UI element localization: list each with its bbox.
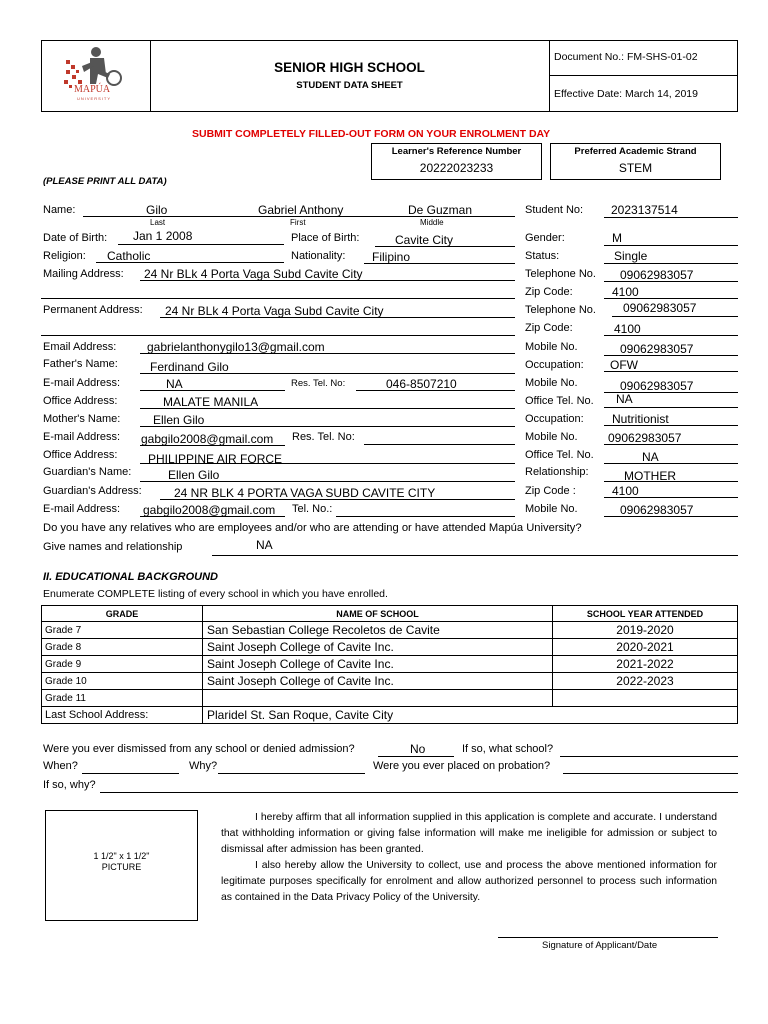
print-note: (PLEASE PRINT ALL DATA) <box>43 176 167 187</box>
permanent-label: Permanent Address: <box>43 304 143 316</box>
first-caption: First <box>290 218 306 227</box>
document-number: Document No.: FM-SHS-01-02 <box>554 51 698 63</box>
father-res-tel-label: Res. Tel. No: <box>291 378 346 389</box>
table-row <box>42 673 738 690</box>
school-cell[interactable]: San Sebastian College Recoletos de Cavite <box>203 622 553 639</box>
strand-value[interactable]: STEM <box>618 161 653 175</box>
guardian-mobile-value[interactable]: 09062983057 <box>620 503 694 517</box>
header-divider-mid <box>549 75 738 76</box>
guardian-name-value[interactable]: Ellen Gilo <box>168 468 220 482</box>
if-why-label: If so, why? <box>43 779 96 791</box>
effective-date: Effective Date: March 14, 2019 <box>554 88 698 100</box>
education-table-header <box>42 606 738 622</box>
father-res-tel-underline <box>356 390 515 391</box>
father-mobile-value[interactable]: 09062983057 <box>620 379 694 393</box>
guardian-zip-underline <box>604 497 738 498</box>
year-cell[interactable]: 2020-2021 <box>553 639 738 656</box>
gender-underline <box>604 245 738 246</box>
father-name-underline <box>140 373 515 374</box>
year-cell[interactable]: 2022-2023 <box>553 673 738 690</box>
first-name-value[interactable]: Gabriel Anthony <box>258 203 344 217</box>
middle-name-value[interactable]: De Guzman <box>408 203 473 217</box>
nationality-label: Nationality: <box>291 250 346 262</box>
school-cell[interactable]: Saint Joseph College of Cavite Inc. <box>203 656 553 673</box>
logo-text: MAPÚA <box>74 84 111 95</box>
tel1-label: Telephone No. <box>525 268 596 280</box>
guardian-name-label: Guardian's Name: <box>43 466 132 478</box>
last-school-label: Last School Address: <box>42 707 203 724</box>
header-divider-right <box>549 40 550 112</box>
email-label: Email Address: <box>43 341 117 353</box>
education-section-title: II. EDUCATIONAL BACKGROUND <box>43 571 218 583</box>
mother-office-underline <box>140 463 515 464</box>
mother-occupation-label: Occupation: <box>525 413 584 425</box>
father-occupation-underline <box>604 371 738 372</box>
religion-label: Religion: <box>43 250 86 262</box>
grade-cell: Grade 10 <box>42 673 203 690</box>
zip2-label: Zip Code: <box>525 322 573 334</box>
probation-underline <box>563 773 738 774</box>
guardian-mobile-label: Mobile No. <box>525 503 578 515</box>
relatives-underline <box>212 555 738 556</box>
last-name-value[interactable]: Gilo <box>146 203 168 217</box>
grade-cell: Grade 11 <box>42 690 203 707</box>
student-no-underline <box>604 217 738 218</box>
father-occupation-label: Occupation: <box>525 359 584 371</box>
tel2-label: Telephone No. <box>525 304 596 316</box>
email-value[interactable]: gabrielanthonygilo13@gmail.com <box>147 340 325 354</box>
mailing-value[interactable]: 24 Nr BLk 4 Porta Vaga Subd Cavite City <box>144 267 363 281</box>
enrolment-notice: SUBMIT COMPLETELY FILLED-OUT FORM ON YOUR ENROLMENT DAY <box>192 128 551 140</box>
mother-office-tel-value[interactable]: NA <box>642 450 659 464</box>
name-label: Name: <box>43 204 76 216</box>
mother-email-label: E-mail Address: <box>43 431 121 443</box>
father-office-underline <box>140 408 515 409</box>
when-underline <box>82 773 179 774</box>
year-cell[interactable] <box>553 690 738 707</box>
mother-mobile-value[interactable]: 09062983057 <box>608 431 682 445</box>
last-school-row <box>42 707 738 724</box>
mailing-label: Mailing Address: <box>43 268 124 280</box>
guardian-email-underline <box>140 516 285 517</box>
mobile-label: Mobile No. <box>525 341 578 353</box>
permanent-value[interactable]: 24 Nr BLk 4 Porta Vaga Subd Cavite City <box>165 304 384 318</box>
religion-underline <box>96 262 284 263</box>
relatives-question: Do you have any relatives who are employees and/or who are attending or have attended Mapúa University? <box>43 522 582 534</box>
table-row <box>42 690 738 707</box>
tel2-value[interactable]: 09062983057 <box>623 301 697 315</box>
dob-underline <box>118 244 284 245</box>
header-divider-left <box>150 40 151 112</box>
school-title: SENIOR HIGH SCHOOL <box>274 60 425 75</box>
pob-underline <box>375 246 515 247</box>
father-email-value[interactable]: NA <box>166 377 183 391</box>
mailing-second-line <box>41 298 515 299</box>
mother-office-clip <box>140 448 320 464</box>
gender-label: Gender: <box>525 232 565 244</box>
guardian-email-label: E-mail Address: <box>43 503 121 515</box>
guardian-tel-label: Tel. No.: <box>292 503 333 515</box>
email-underline <box>140 353 515 354</box>
guardian-zip-label: Zip Code : <box>525 485 576 497</box>
father-occupation-value[interactable]: OFW <box>610 358 638 372</box>
mother-name-value[interactable]: Ellen Gilo <box>153 413 205 427</box>
dismissal-answer[interactable]: No <box>410 742 426 756</box>
father-office-value[interactable]: MALATE MANILA <box>163 395 259 409</box>
father-office-label: Office Address: <box>43 395 118 407</box>
name-underline <box>83 216 515 217</box>
guardian-relationship-underline <box>604 481 738 482</box>
guardian-zip-value[interactable]: 4100 <box>612 484 639 498</box>
dob-label: Date of Birth: <box>43 232 108 244</box>
mother-occupation-value[interactable]: Nutritionist <box>612 412 669 426</box>
guardian-relationship-label: Relationship: <box>525 466 589 478</box>
grade-cell: Grade 9 <box>42 656 203 673</box>
mother-office-label: Office Address: <box>43 449 118 461</box>
what-school-label: If so, what school? <box>462 743 554 755</box>
father-email-underline <box>140 390 285 391</box>
father-office-tel-underline <box>604 407 738 408</box>
school-cell[interactable] <box>203 690 553 707</box>
mobile-value[interactable]: 09062983057 <box>620 342 694 356</box>
pob-label: Place of Birth: <box>291 232 360 244</box>
university-logo <box>60 44 130 104</box>
guardian-address-underline <box>160 499 515 500</box>
photo-size: 1 1/2" x 1 1/2" <box>93 851 150 861</box>
father-name-value[interactable]: Ferdinand Gilo <box>150 360 229 374</box>
strand-label: Preferred Academic Strand <box>574 146 697 157</box>
education-table <box>41 605 738 724</box>
signature-line[interactable] <box>498 937 718 938</box>
pob-value[interactable]: Cavite City <box>395 233 454 247</box>
grade-cell: Grade 7 <box>42 622 203 639</box>
mother-office-tel-underline <box>604 463 738 464</box>
when-label: When? <box>43 760 78 772</box>
year-cell[interactable]: 2019-2020 <box>553 622 738 639</box>
relatives-names-value[interactable]: NA <box>256 538 273 552</box>
why-label: Why? <box>189 760 218 772</box>
nationality-value[interactable]: Filipino <box>372 250 411 264</box>
relatives-names-label: Give names and relationship <box>43 541 183 553</box>
father-res-tel-value[interactable]: 046-8507210 <box>386 377 457 391</box>
middle-caption: Middle <box>420 218 444 227</box>
tel1-value[interactable]: 09062983057 <box>620 268 694 282</box>
last-caption: Last <box>150 218 166 227</box>
status-underline <box>604 263 738 264</box>
school-cell[interactable]: Saint Joseph College of Cavite Inc. <box>203 673 553 690</box>
if-why-underline <box>100 792 738 793</box>
zip1-underline <box>604 298 738 299</box>
zip1-label: Zip Code: <box>525 286 573 298</box>
status-label: Status: <box>525 250 560 262</box>
mother-email-value[interactable]: gabgilo2008@gmail.com <box>141 432 274 446</box>
lrn-label: Learner's Reference Number <box>391 146 522 157</box>
mother-name-underline <box>140 426 515 427</box>
last-school-value[interactable]: Plaridel St. San Roque, Cavite City <box>203 707 738 724</box>
zip1-value[interactable]: 4100 <box>612 285 639 299</box>
school-name-header: NAME OF SCHOOL <box>203 606 553 622</box>
signature-label: Signature of Applicant/Date <box>542 940 658 951</box>
table-row <box>42 639 738 656</box>
father-email-label: E-mail Address: <box>43 377 121 389</box>
education-instruction: Enumerate COMPLETE listing of every school in which you have enrolled. <box>43 588 388 600</box>
grade-cell: Grade 8 <box>42 639 203 656</box>
guardian-name-underline <box>140 481 515 482</box>
form-title: STUDENT DATA SHEET <box>296 80 403 91</box>
permanent-second-line <box>41 335 515 336</box>
table-row <box>42 656 738 673</box>
mother-office-tel-label: Office Tel. No. <box>525 449 594 461</box>
father-office-tel-label: Office Tel. No. <box>525 395 594 407</box>
father-mobile-label: Mobile No. <box>525 377 578 389</box>
photo-label: PICTURE <box>101 862 142 872</box>
student-no-value[interactable]: 2023137514 <box>611 203 678 217</box>
year-cell[interactable]: 2021-2022 <box>553 656 738 673</box>
guardian-mobile-underline <box>604 516 738 517</box>
zip2-value[interactable]: 4100 <box>614 322 641 336</box>
student-no-label: Student No: <box>525 204 584 216</box>
why-underline <box>218 773 365 774</box>
declaration-paragraph-2: I also hereby allow the University to collect, use and process the above mentioned information for legitimate purposes specifically for enrolment and allow authorized personnel to process such information as contained in the Data Privacy Policy of the University. <box>221 860 717 903</box>
mother-mobile-underline <box>604 444 738 445</box>
religion-value[interactable]: Catholic <box>107 249 151 263</box>
mother-name-label: Mother's Name: <box>43 413 121 425</box>
logo-subtext: UNIVERSITY <box>77 96 112 101</box>
what-school-underline <box>560 756 738 757</box>
probation-label: Were you ever placed on probation? <box>373 760 551 772</box>
lrn-value[interactable]: 20222023233 <box>419 161 494 175</box>
mailing-underline <box>140 280 515 281</box>
mother-email-underline <box>140 445 285 446</box>
zip2-underline <box>604 335 738 336</box>
mother-mobile-label: Mobile No. <box>525 431 578 443</box>
mother-res-tel-underline <box>364 444 515 445</box>
father-name-label: Father's Name: <box>43 358 118 370</box>
school-cell[interactable]: Saint Joseph College of Cavite Inc. <box>203 639 553 656</box>
declaration-paragraph-1: I hereby affirm that all information supplied in this application is complete and accurate. I understand that withholding information or giving false information will make me ineligible for admission or subject to dismissal after admission has been granted. <box>221 812 717 855</box>
guardian-address-label: Guardian's Address: <box>43 485 142 497</box>
dismissal-answer-underline <box>378 756 454 757</box>
dismissal-question: Were you ever dismissed from any school or denied admission? <box>43 743 355 755</box>
mobile-underline <box>604 355 738 356</box>
guardian-relationship-value[interactable]: MOTHER <box>624 469 676 483</box>
declaration <box>221 810 717 906</box>
nationality-underline <box>364 263 515 264</box>
dob-value[interactable]: Jan 1 2008 <box>133 229 193 243</box>
tel1-underline <box>604 281 738 282</box>
guardian-tel-underline <box>336 516 515 517</box>
mother-occupation-underline <box>604 425 738 426</box>
gender-value[interactable]: M <box>612 231 622 245</box>
table-row <box>42 622 738 639</box>
guardian-address-value[interactable]: 24 NR BLK 4 PORTA VAGA SUBD CAVITE CITY <box>174 486 436 500</box>
mother-office-value[interactable]: PHILIPPINE AIR FORCE <box>148 452 283 464</box>
status-value[interactable]: Single <box>614 249 648 263</box>
mother-res-tel-label: Res. Tel. No: <box>292 431 355 443</box>
guardian-email-value[interactable]: gabgilo2008@gmail.com <box>143 503 276 517</box>
permanent-underline <box>160 317 515 318</box>
father-office-tel-value[interactable]: NA <box>616 392 633 406</box>
tel2-underline <box>612 316 738 317</box>
grade-header: GRADE <box>42 606 203 622</box>
school-year-header: SCHOOL YEAR ATTENDED <box>553 606 738 622</box>
